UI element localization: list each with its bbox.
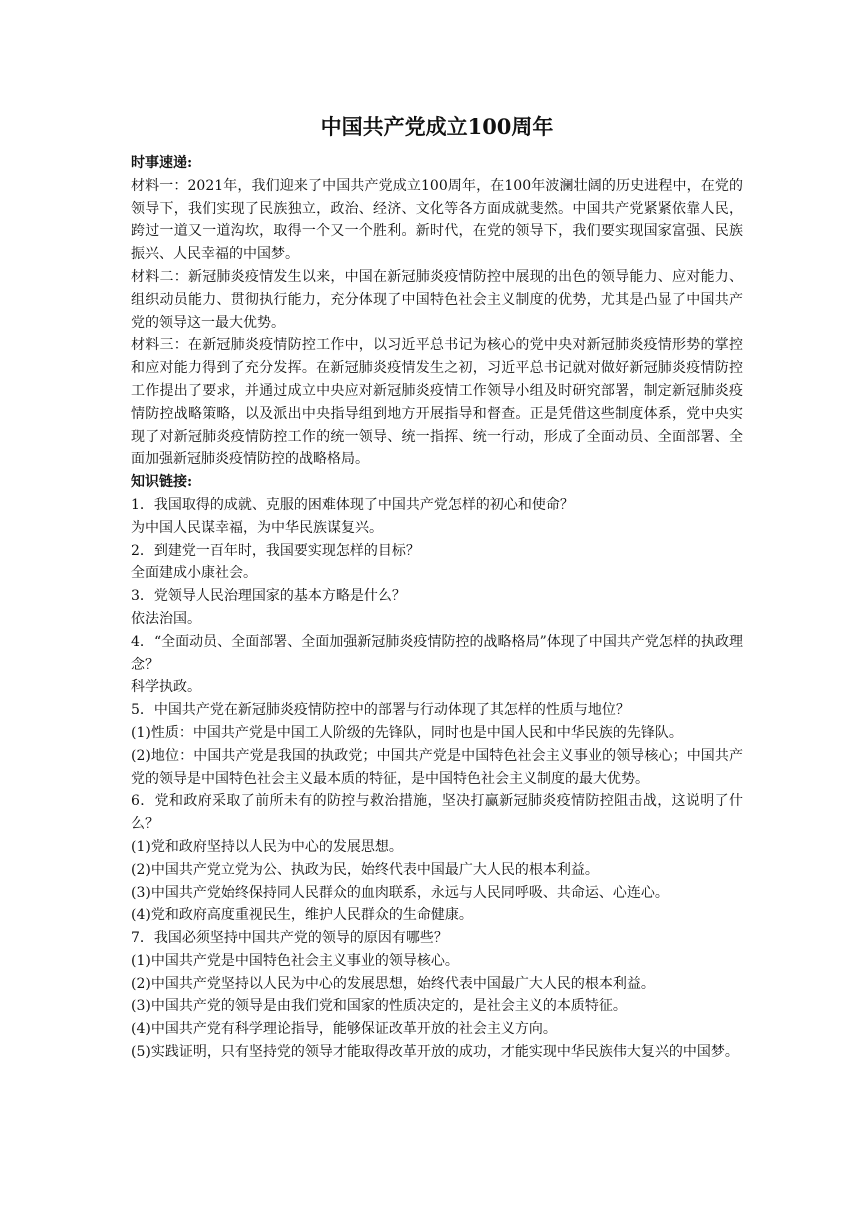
answer-5-2: (2)地位：中国共产党是我国的执政党；中国共产党是中国特色社会主义事业的领导核心；中国共产党的领导是中国特色社会主义最本质的特征，是中国特色社会主义制度的最大优势。 (131, 747, 743, 787)
answer-6-1: (1)党和政府坚持以人民为中心的发展思想。 (131, 838, 403, 855)
answer-7-2: (2)中国共产党坚持以人民为中心的发展思想，始终代表中国最广大人民的根本利益。 (131, 975, 655, 992)
question-1: 1．我国取得的成就、克服的困难体现了中国共产党怎样的初心和使命？ (131, 496, 574, 513)
answer-5-1: (1)性质：中国共产党是中国工人阶级的先锋队，同时也是中国人民和中华民族的先锋队。 (131, 724, 683, 741)
question-4: 4．“全面动员、全面部署、全面加强新冠肺炎疫情防控的战略格局”体现了中国共产党怎样的执政理念？ (131, 633, 743, 673)
answer-4: 科学执政。 (131, 679, 201, 696)
answer-3: 依法治国。 (131, 610, 201, 627)
current-affairs-heading: 时事速递: (131, 155, 193, 171)
document-title: 中国共产党成立100周年 (320, 114, 554, 139)
answer-6-3: (3)中国共产党始终保持同人民群众的血肉联系，永远与人民同呼吸、共命运、心连心。 (131, 884, 669, 901)
question-7: 7．我国必须坚持中国共产党的领导的原因有哪些？ (131, 930, 448, 947)
document-page (131, 112, 743, 1064)
knowledge-link-heading: 知识链接: (131, 474, 193, 491)
answer-7-3: (3)中国共产党的领导是由我们党和国家的性质决定的，是社会主义的本质特征。 (131, 998, 627, 1015)
answer-6-2: (2)中国共产党立党为公、执政为民，始终代表中国最广大人民的根本利益。 (131, 861, 599, 878)
question-5: 5．中国共产党在新冠肺炎疫情防控中的部署与行动体现了其怎样的性质与地位？ (131, 702, 630, 719)
answer-6-4: (4)党和政府高度重视民生，维护人民群众的生命健康。 (131, 907, 473, 924)
answer-2: 全面建成小康社会。 (131, 565, 257, 582)
material-three: 材料三：在新冠肺炎疫情防控工作中，以习近平总书记为核心的党中央对新冠肺炎疫情形势的掌控和应对能力得到了充分发挥。在新冠肺炎疫情发生之初，习近平总书记就对做好新冠肺炎疫情防控工作提出了要求，并通过成立中央应对新冠肺炎疫情工作领导小组及时研究部署，制定新冠肺炎疫情防控战略策略，以及派出中央指导组到地方开展指导和督查。正是凭借这些制度体系，党中央实现了对新冠肺炎疫情防控工作的统一领导、统一指挥、统一行动，形成了全面动员、全面部署、全面加强新冠肺炎疫情防控的战略格局。 (131, 337, 743, 468)
material-two: 材料二：新冠肺炎疫情发生以来，中国在新冠肺炎疫情防控中展现的出色的领导能力、应对能力、组织动员能力、贯彻执行能力，充分体现了中国特色社会主义制度的优势，尤其是凸显了中国共产党的领导这一最大优势。 (131, 268, 743, 331)
answer-7-4: (4)中国共产党有科学理论指导，能够保证改革开放的社会主义方向。 (131, 1021, 557, 1038)
answer-1: 为中国人民谋幸福，为中华民族谋复兴。 (131, 519, 383, 536)
answer-7-5: (5)实践证明，只有坚持党的领导才能取得改革开放的成功，才能实现中华民族伟大复兴的中国梦。 (131, 1044, 739, 1061)
question-2: 2．到建党一百年时，我国要实现怎样的目标？ (131, 542, 420, 559)
question-6: 6．党和政府采取了前所未有的防控与救治措施，坚决打赢新冠肺炎疫情防控阻击战，这说明了什么？ (131, 793, 743, 833)
answer-7-1: (1)中国共产党是中国特色社会主义事业的领导核心。 (131, 952, 459, 969)
question-3: 3．党领导人民治理国家的基本方略是什么？ (131, 588, 406, 605)
material-one: 材料一：2021年，我们迎来了中国共产党成立100周年，在100年波澜壮阔的历史进程中，在党的领导下，我们实现了民族独立，政治、经济、文化等各方面成就斐然。中国共产党紧紧依靠人民，跨过一道又一道沟坎，取得一个又一个胜利。新时代，在党的领导下，我们要实现国家富强、民族振兴、人民幸福的中国梦。 (131, 177, 743, 263)
